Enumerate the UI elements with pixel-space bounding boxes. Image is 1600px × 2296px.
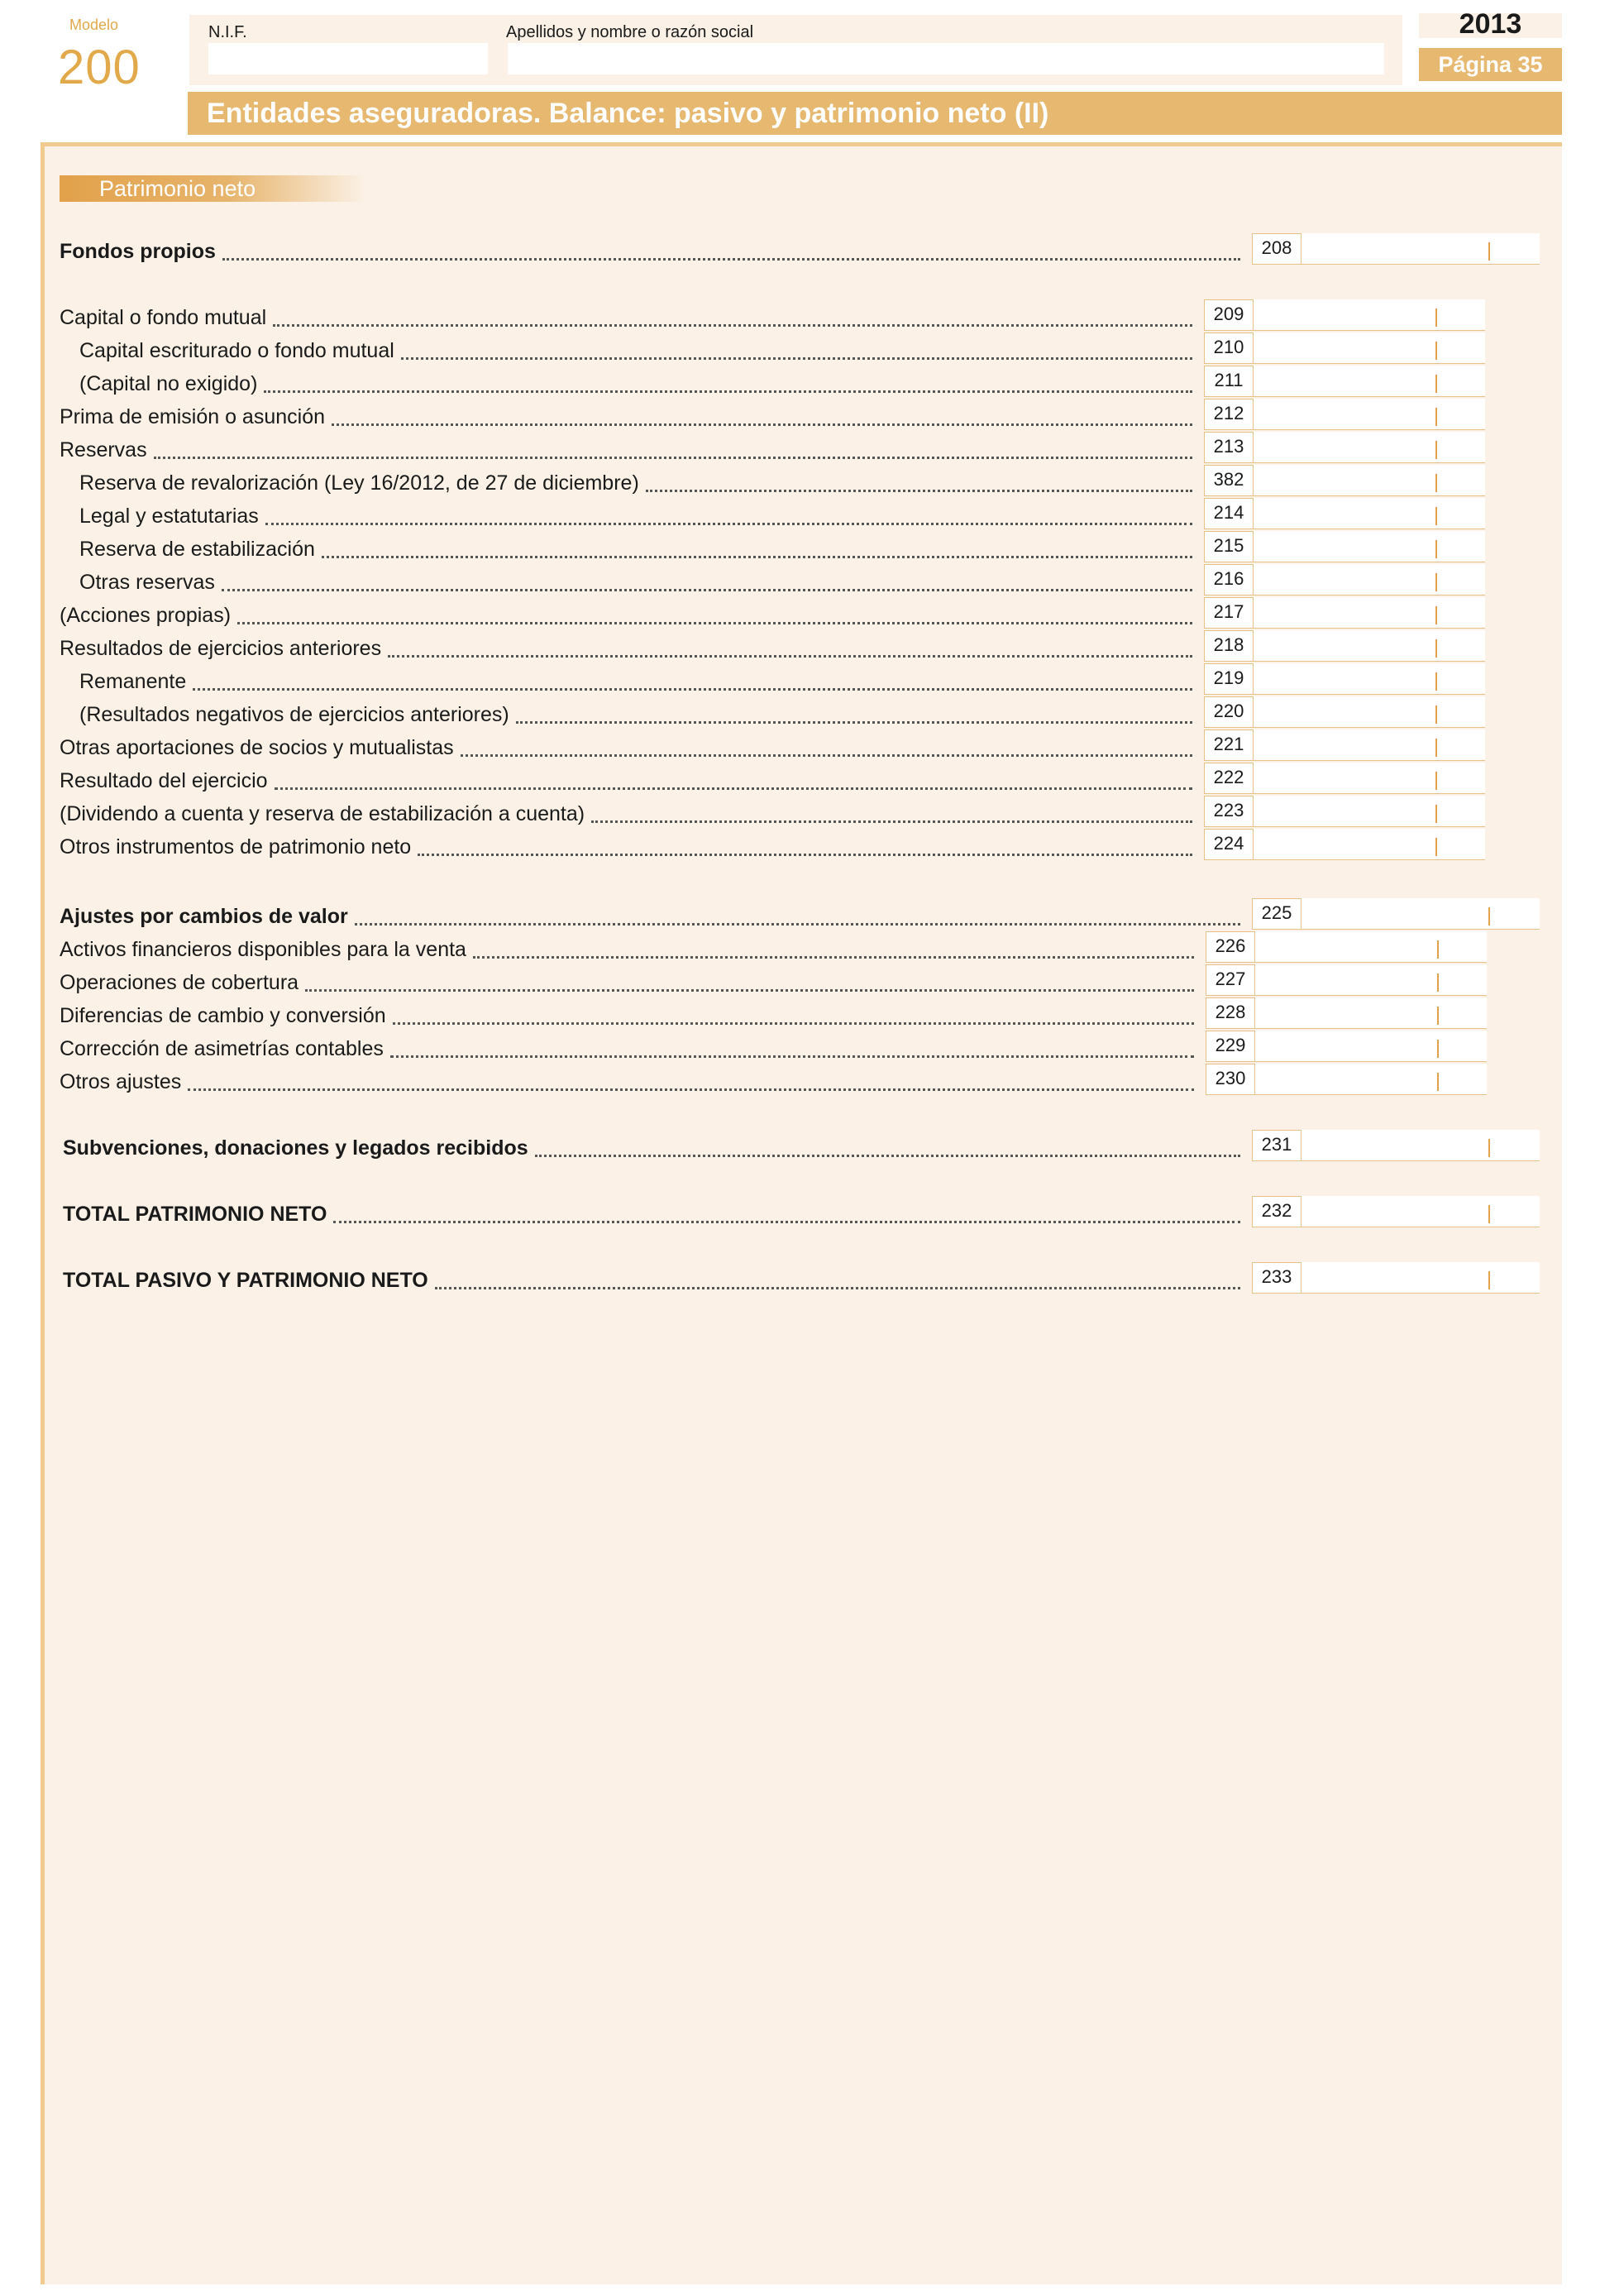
row-label-217: (Acciones propias) (60, 604, 232, 627)
modelo-label: Modelo (69, 17, 119, 33)
dotted-leader (305, 989, 1194, 992)
decimal-separator-mark (1435, 772, 1437, 790)
amount-field-217[interactable] (1254, 597, 1485, 629)
row-label-228: Diferencias de cambio y conversión (60, 1004, 386, 1027)
amount-field-218[interactable] (1254, 630, 1485, 662)
amount-field-214[interactable] (1254, 498, 1485, 529)
amount-field-215[interactable] (1254, 531, 1485, 562)
amount-field-229[interactable] (1255, 1031, 1487, 1062)
dotted-leader (222, 589, 1192, 591)
amount-field-226[interactable] (1255, 931, 1487, 963)
amount-field-232[interactable] (1301, 1196, 1540, 1227)
box-code-216: 216 (1204, 564, 1254, 596)
box-code-222: 222 (1204, 763, 1254, 794)
amount-field-231[interactable] (1301, 1130, 1540, 1161)
dotted-leader (535, 1155, 1240, 1157)
box-code-208: 208 (1252, 233, 1301, 265)
dotted-leader (388, 655, 1192, 658)
row-label-230: Otros ajustes (60, 1070, 182, 1093)
dotted-leader (273, 324, 1192, 327)
page-title: Entidades aseguradoras. Balance: pasivo y patrimonio neto (II) (207, 98, 1049, 129)
box-code-211: 211 (1204, 366, 1254, 397)
box-code-227: 227 (1206, 964, 1255, 996)
amount-field-210[interactable] (1254, 332, 1485, 364)
amount-field-221[interactable] (1254, 729, 1485, 761)
row-label-382: Reserva de revalorización (Ley 16/2012, de 27 de diciembre) (79, 471, 639, 495)
amount-field-233[interactable] (1301, 1262, 1540, 1294)
box-code-214: 214 (1204, 498, 1254, 529)
box-code-220: 220 (1204, 696, 1254, 728)
page-label: Página 35 (1419, 48, 1562, 81)
dotted-leader (188, 1088, 1194, 1091)
modelo-number: 200 (58, 41, 141, 94)
nif-label: N.I.F. (208, 23, 247, 41)
amount-field-213[interactable] (1254, 432, 1485, 463)
box-code-229: 229 (1206, 1031, 1255, 1062)
amount-field-220[interactable] (1254, 696, 1485, 728)
row-label-223: (Dividendo a cuenta y reserva de estabilización a cuenta) (60, 802, 585, 825)
row-label-212: Prima de emisión o asunción (60, 405, 325, 428)
decimal-separator-mark (1488, 242, 1490, 261)
row-label-210: Capital escriturado o fondo mutual (79, 339, 394, 362)
dotted-leader (646, 490, 1192, 492)
dotted-leader (237, 622, 1192, 624)
row-label-233: TOTAL PASIVO Y PATRIMONIO NETO (63, 1269, 428, 1292)
dotted-leader (333, 1221, 1240, 1223)
decimal-separator-mark (1437, 940, 1439, 959)
row-label-232: TOTAL PATRIMONIO NETO (63, 1203, 327, 1226)
section-tab (60, 175, 365, 202)
dotted-leader (322, 556, 1192, 558)
decimal-separator-mark (1435, 573, 1437, 591)
box-code-219: 219 (1204, 663, 1254, 695)
box-code-232: 232 (1252, 1196, 1301, 1227)
decimal-separator-mark (1488, 1139, 1490, 1157)
row-label-213: Reservas (60, 438, 147, 462)
decimal-separator-mark (1488, 1205, 1490, 1223)
dotted-leader (393, 1022, 1194, 1025)
amount-field-225[interactable] (1301, 898, 1540, 930)
year-label: 2013 (1459, 8, 1522, 40)
row-label-209: Capital o fondo mutual (60, 306, 267, 329)
box-code-230: 230 (1206, 1064, 1255, 1095)
box-code-209: 209 (1204, 299, 1254, 331)
box-code-228: 228 (1206, 997, 1255, 1029)
row-label-226: Activos financieros disponibles para la venta (60, 938, 466, 961)
dotted-leader (461, 754, 1192, 757)
dotted-leader (401, 357, 1192, 360)
decimal-separator-mark (1437, 1007, 1439, 1025)
row-label-211: (Capital no exigido) (79, 372, 258, 395)
box-code-224: 224 (1204, 829, 1254, 860)
amount-field-222[interactable] (1254, 763, 1485, 794)
box-code-210: 210 (1204, 332, 1254, 364)
amount-field-216[interactable] (1254, 564, 1485, 596)
dotted-leader (332, 423, 1192, 426)
row-label-208: Fondos propios (60, 240, 216, 263)
dotted-leader (516, 721, 1192, 724)
decimal-separator-mark (1435, 309, 1437, 327)
row-label-225: Ajustes por cambios de valor (60, 905, 348, 928)
row-label-227: Operaciones de cobertura (60, 971, 299, 994)
box-code-213: 213 (1204, 432, 1254, 463)
box-code-233: 233 (1252, 1262, 1301, 1294)
row-label-220: (Resultados negativos de ejercicios anteriores) (79, 703, 509, 726)
dotted-leader (435, 1287, 1240, 1289)
dotted-leader (222, 258, 1240, 261)
decimal-separator-mark (1435, 342, 1437, 360)
decimal-separator-mark (1435, 672, 1437, 691)
dotted-leader (154, 457, 1192, 459)
row-label-214: Legal y estatutarias (79, 505, 259, 528)
box-code-382: 382 (1204, 465, 1254, 496)
amount-field-209[interactable] (1254, 299, 1485, 331)
decimal-separator-mark (1488, 1271, 1490, 1289)
name-field[interactable] (508, 43, 1384, 74)
section-title: Patrimonio neto (99, 176, 256, 201)
decimal-separator-mark (1435, 474, 1437, 492)
row-label-216: Otras reservas (79, 571, 215, 594)
decimal-separator-mark (1435, 805, 1437, 823)
row-label-231: Subvenciones, donaciones y legados recibidos (63, 1136, 528, 1160)
amount-field-230[interactable] (1255, 1064, 1487, 1095)
row-label-218: Resultados de ejercicios anteriores (60, 637, 382, 660)
decimal-separator-mark (1435, 838, 1437, 856)
dotted-leader (275, 787, 1192, 790)
dotted-leader (390, 1055, 1194, 1058)
decimal-separator-mark (1435, 639, 1437, 658)
amount-field-227[interactable] (1255, 964, 1487, 996)
amount-field-228[interactable] (1255, 997, 1487, 1029)
box-code-226: 226 (1206, 931, 1255, 963)
decimal-separator-mark (1435, 706, 1437, 724)
decimal-separator-mark (1437, 973, 1439, 992)
dotted-leader (264, 390, 1192, 393)
box-code-217: 217 (1204, 597, 1254, 629)
decimal-separator-mark (1435, 606, 1437, 624)
row-label-229: Corrección de asimetrías contables (60, 1037, 384, 1060)
row-label-219: Remanente (79, 670, 187, 693)
amount-field-382[interactable] (1254, 465, 1485, 496)
row-label-224: Otros instrumentos de patrimonio neto (60, 835, 412, 859)
amount-field-212[interactable] (1254, 399, 1485, 430)
row-label-215: Reserva de estabilización (79, 538, 315, 561)
dotted-leader (418, 854, 1192, 856)
amount-field-223[interactable] (1254, 796, 1485, 827)
decimal-separator-mark (1435, 507, 1437, 525)
dotted-leader (473, 956, 1194, 959)
row-label-222: Resultado del ejercicio (60, 769, 268, 792)
decimal-separator-mark (1488, 907, 1490, 926)
box-code-231: 231 (1252, 1130, 1301, 1161)
amount-field-219[interactable] (1254, 663, 1485, 695)
box-code-215: 215 (1204, 531, 1254, 562)
box-code-218: 218 (1204, 630, 1254, 662)
decimal-separator-mark (1435, 408, 1437, 426)
dotted-leader (193, 688, 1192, 691)
dotted-leader (591, 820, 1192, 823)
amount-field-211[interactable] (1254, 366, 1485, 397)
amount-field-208[interactable] (1301, 233, 1540, 265)
box-code-212: 212 (1204, 399, 1254, 430)
row-label-221: Otras aportaciones de socios y mutualistas (60, 736, 454, 759)
decimal-separator-mark (1435, 375, 1437, 393)
dotted-leader (355, 923, 1240, 926)
name-label: Apellidos y nombre o razón social (506, 23, 754, 41)
dotted-leader (265, 523, 1192, 525)
decimal-separator-mark (1437, 1073, 1439, 1091)
decimal-separator-mark (1435, 540, 1437, 558)
decimal-separator-mark (1437, 1040, 1439, 1058)
decimal-separator-mark (1435, 739, 1437, 757)
nif-field[interactable] (208, 43, 488, 74)
box-code-221: 221 (1204, 729, 1254, 761)
box-code-223: 223 (1204, 796, 1254, 827)
decimal-separator-mark (1435, 441, 1437, 459)
amount-field-224[interactable] (1254, 829, 1485, 860)
box-code-225: 225 (1252, 898, 1301, 930)
